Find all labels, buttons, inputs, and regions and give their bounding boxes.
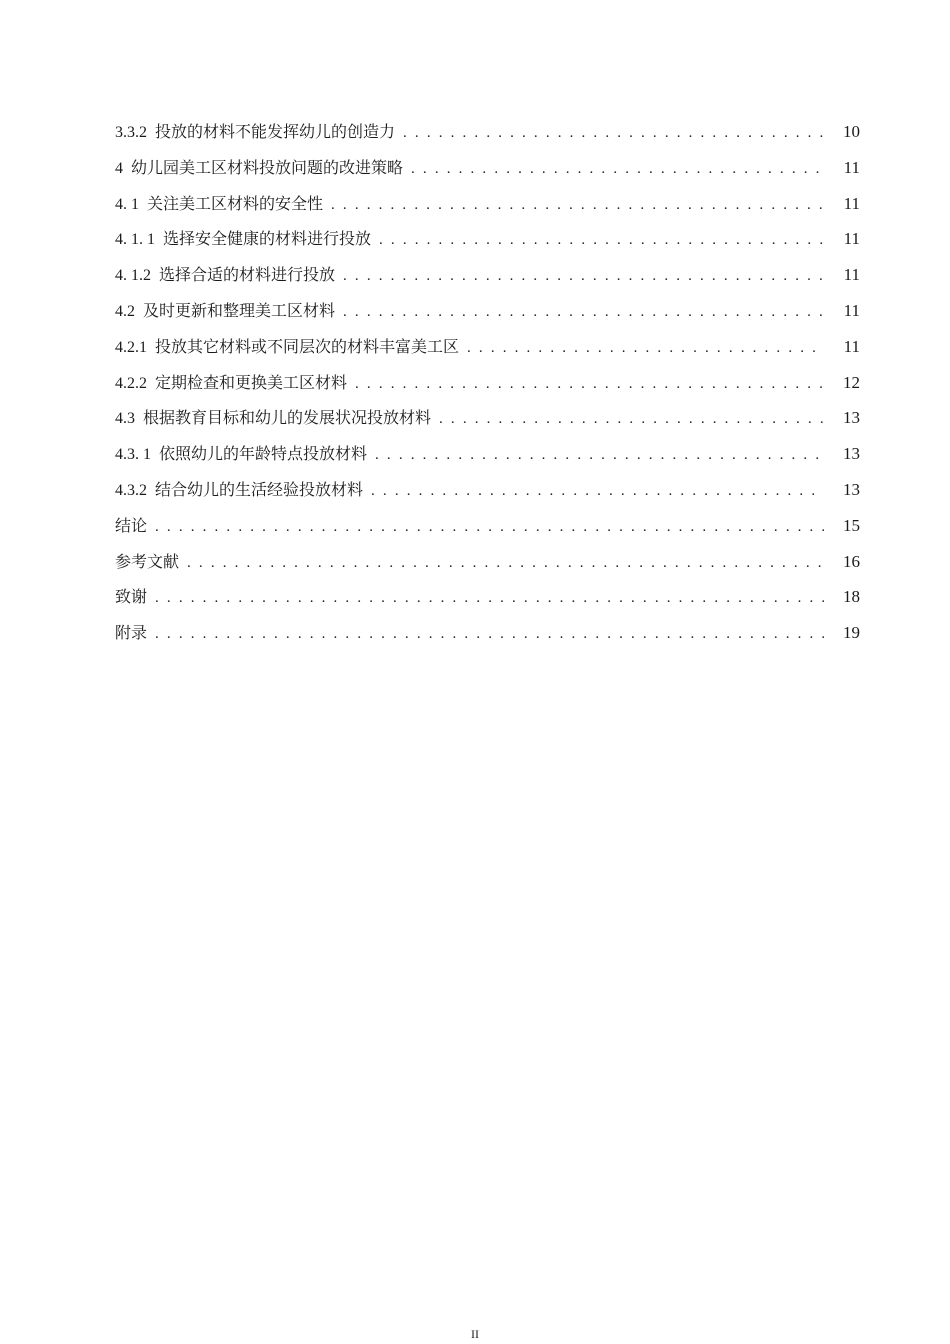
toc-entry[interactable] <box>115 150 860 186</box>
toc-entry-text: 附录 <box>115 623 148 643</box>
dot-leader <box>411 152 824 188</box>
toc-entry-page: 13 <box>843 408 860 428</box>
toc-entry-text: 投放其它材料或不同层次的材料丰富美工区 <box>155 336 460 356</box>
toc-entry-text: 定期检查和更换美工区材料 <box>155 372 348 392</box>
dot-leader <box>187 546 824 582</box>
toc-entry[interactable] <box>115 508 860 544</box>
toc-entry-page: 11 <box>843 157 860 177</box>
toc-entry[interactable] <box>115 329 860 365</box>
toc-entry-title <box>115 329 467 366</box>
toc-entry-number: 4.2.1 <box>115 338 147 356</box>
toc-entry-title <box>115 150 411 187</box>
toc-entry-text: 根据教育目标和幼儿的发展状况投放材料 <box>143 408 432 428</box>
dot-leader <box>343 259 824 295</box>
dot-leader <box>379 223 824 259</box>
dot-leader <box>155 581 824 617</box>
toc-entry[interactable] <box>115 257 860 293</box>
toc-entry[interactable] <box>115 579 860 615</box>
toc-entry-text: 幼儿园美工区材料投放问题的改进策略 <box>131 157 404 177</box>
toc-entry-title <box>115 186 331 223</box>
toc-entry-page: 11 <box>843 336 860 356</box>
toc-entry-number: 4.3 <box>115 410 135 428</box>
toc-entry-page: 11 <box>843 265 860 285</box>
toc-entry-text: 及时更新和整理美工区材料 <box>143 300 336 320</box>
dot-leader <box>155 617 824 653</box>
toc-entry-title <box>115 114 403 151</box>
toc-entry-number: 4 <box>115 159 123 177</box>
toc-entry-title <box>115 293 343 330</box>
toc-entry-number: 4. 1 <box>115 195 139 213</box>
dot-leader <box>343 295 824 331</box>
toc-entry-text: 关注美工区材料的安全性 <box>147 193 324 213</box>
toc-entry-number: 4.3. 1 <box>115 446 151 464</box>
dot-leader <box>371 474 824 510</box>
toc-entry-number: 4. 1.2 <box>115 267 151 285</box>
toc-entry-text: 结合幼儿的生活经验投放材料 <box>155 479 364 499</box>
toc-entry-page: 16 <box>843 551 860 571</box>
dot-leader <box>375 438 824 474</box>
toc-entry-page: 13 <box>843 479 860 499</box>
table-of-contents <box>115 114 860 651</box>
toc-entry-page: 15 <box>843 515 860 535</box>
toc-entry-number: 4.2 <box>115 302 135 320</box>
toc-entry-page: 18 <box>843 587 860 607</box>
toc-entry[interactable] <box>115 436 860 472</box>
toc-entry-number: 3.3.2 <box>115 124 147 141</box>
toc-entry[interactable] <box>115 472 860 508</box>
toc-entry[interactable] <box>115 186 860 222</box>
toc-entry[interactable] <box>115 544 860 580</box>
dot-leader <box>331 188 824 224</box>
toc-entry-number: 4. 1. 1 <box>115 231 155 249</box>
dot-leader <box>355 367 824 403</box>
toc-entry-title <box>115 221 379 258</box>
page-number: II <box>471 1327 479 1341</box>
toc-entry-number: 4.2.2 <box>115 374 147 392</box>
toc-entry-text: 参考文献 <box>115 551 180 571</box>
toc-entry-title <box>115 579 155 615</box>
toc-entry-page: 11 <box>843 300 860 320</box>
toc-entry-title <box>115 508 155 544</box>
toc-entry[interactable] <box>115 365 860 401</box>
toc-entry[interactable] <box>115 114 860 150</box>
toc-entry-page: 10 <box>843 122 860 141</box>
toc-entry[interactable] <box>115 615 860 651</box>
toc-entry-title <box>115 615 155 651</box>
toc-entry-page: 11 <box>843 193 860 213</box>
toc-entry-title <box>115 400 439 437</box>
toc-entry-title <box>115 472 371 509</box>
toc-entry-title <box>115 544 187 580</box>
toc-entry-page: 11 <box>843 229 860 249</box>
dot-leader <box>155 510 824 546</box>
toc-entry-text: 投放的材料不能发挥幼儿的创造力 <box>155 122 396 141</box>
toc-entry-page: 13 <box>843 444 860 464</box>
dot-leader <box>403 116 824 152</box>
dot-leader <box>439 402 824 438</box>
toc-entry-title <box>115 365 355 402</box>
toc-entry-page: 19 <box>843 623 860 643</box>
toc-entry-page: 12 <box>843 372 860 392</box>
toc-entry-title <box>115 436 375 473</box>
toc-entry-number: 4.3.2 <box>115 481 147 499</box>
toc-entry-text: 依照幼儿的年龄特点投放材料 <box>159 444 368 464</box>
toc-entry-text: 选择合适的材料进行投放 <box>159 265 336 285</box>
toc-entry-title <box>115 257 343 294</box>
toc-entry-text: 选择安全健康的材料进行投放 <box>163 229 372 249</box>
toc-entry-text: 结论 <box>115 515 148 535</box>
toc-entry[interactable] <box>115 293 860 329</box>
dot-leader <box>467 331 824 367</box>
toc-entry[interactable] <box>115 221 860 257</box>
toc-entry-text: 致谢 <box>115 587 148 607</box>
toc-entry[interactable] <box>115 400 860 436</box>
